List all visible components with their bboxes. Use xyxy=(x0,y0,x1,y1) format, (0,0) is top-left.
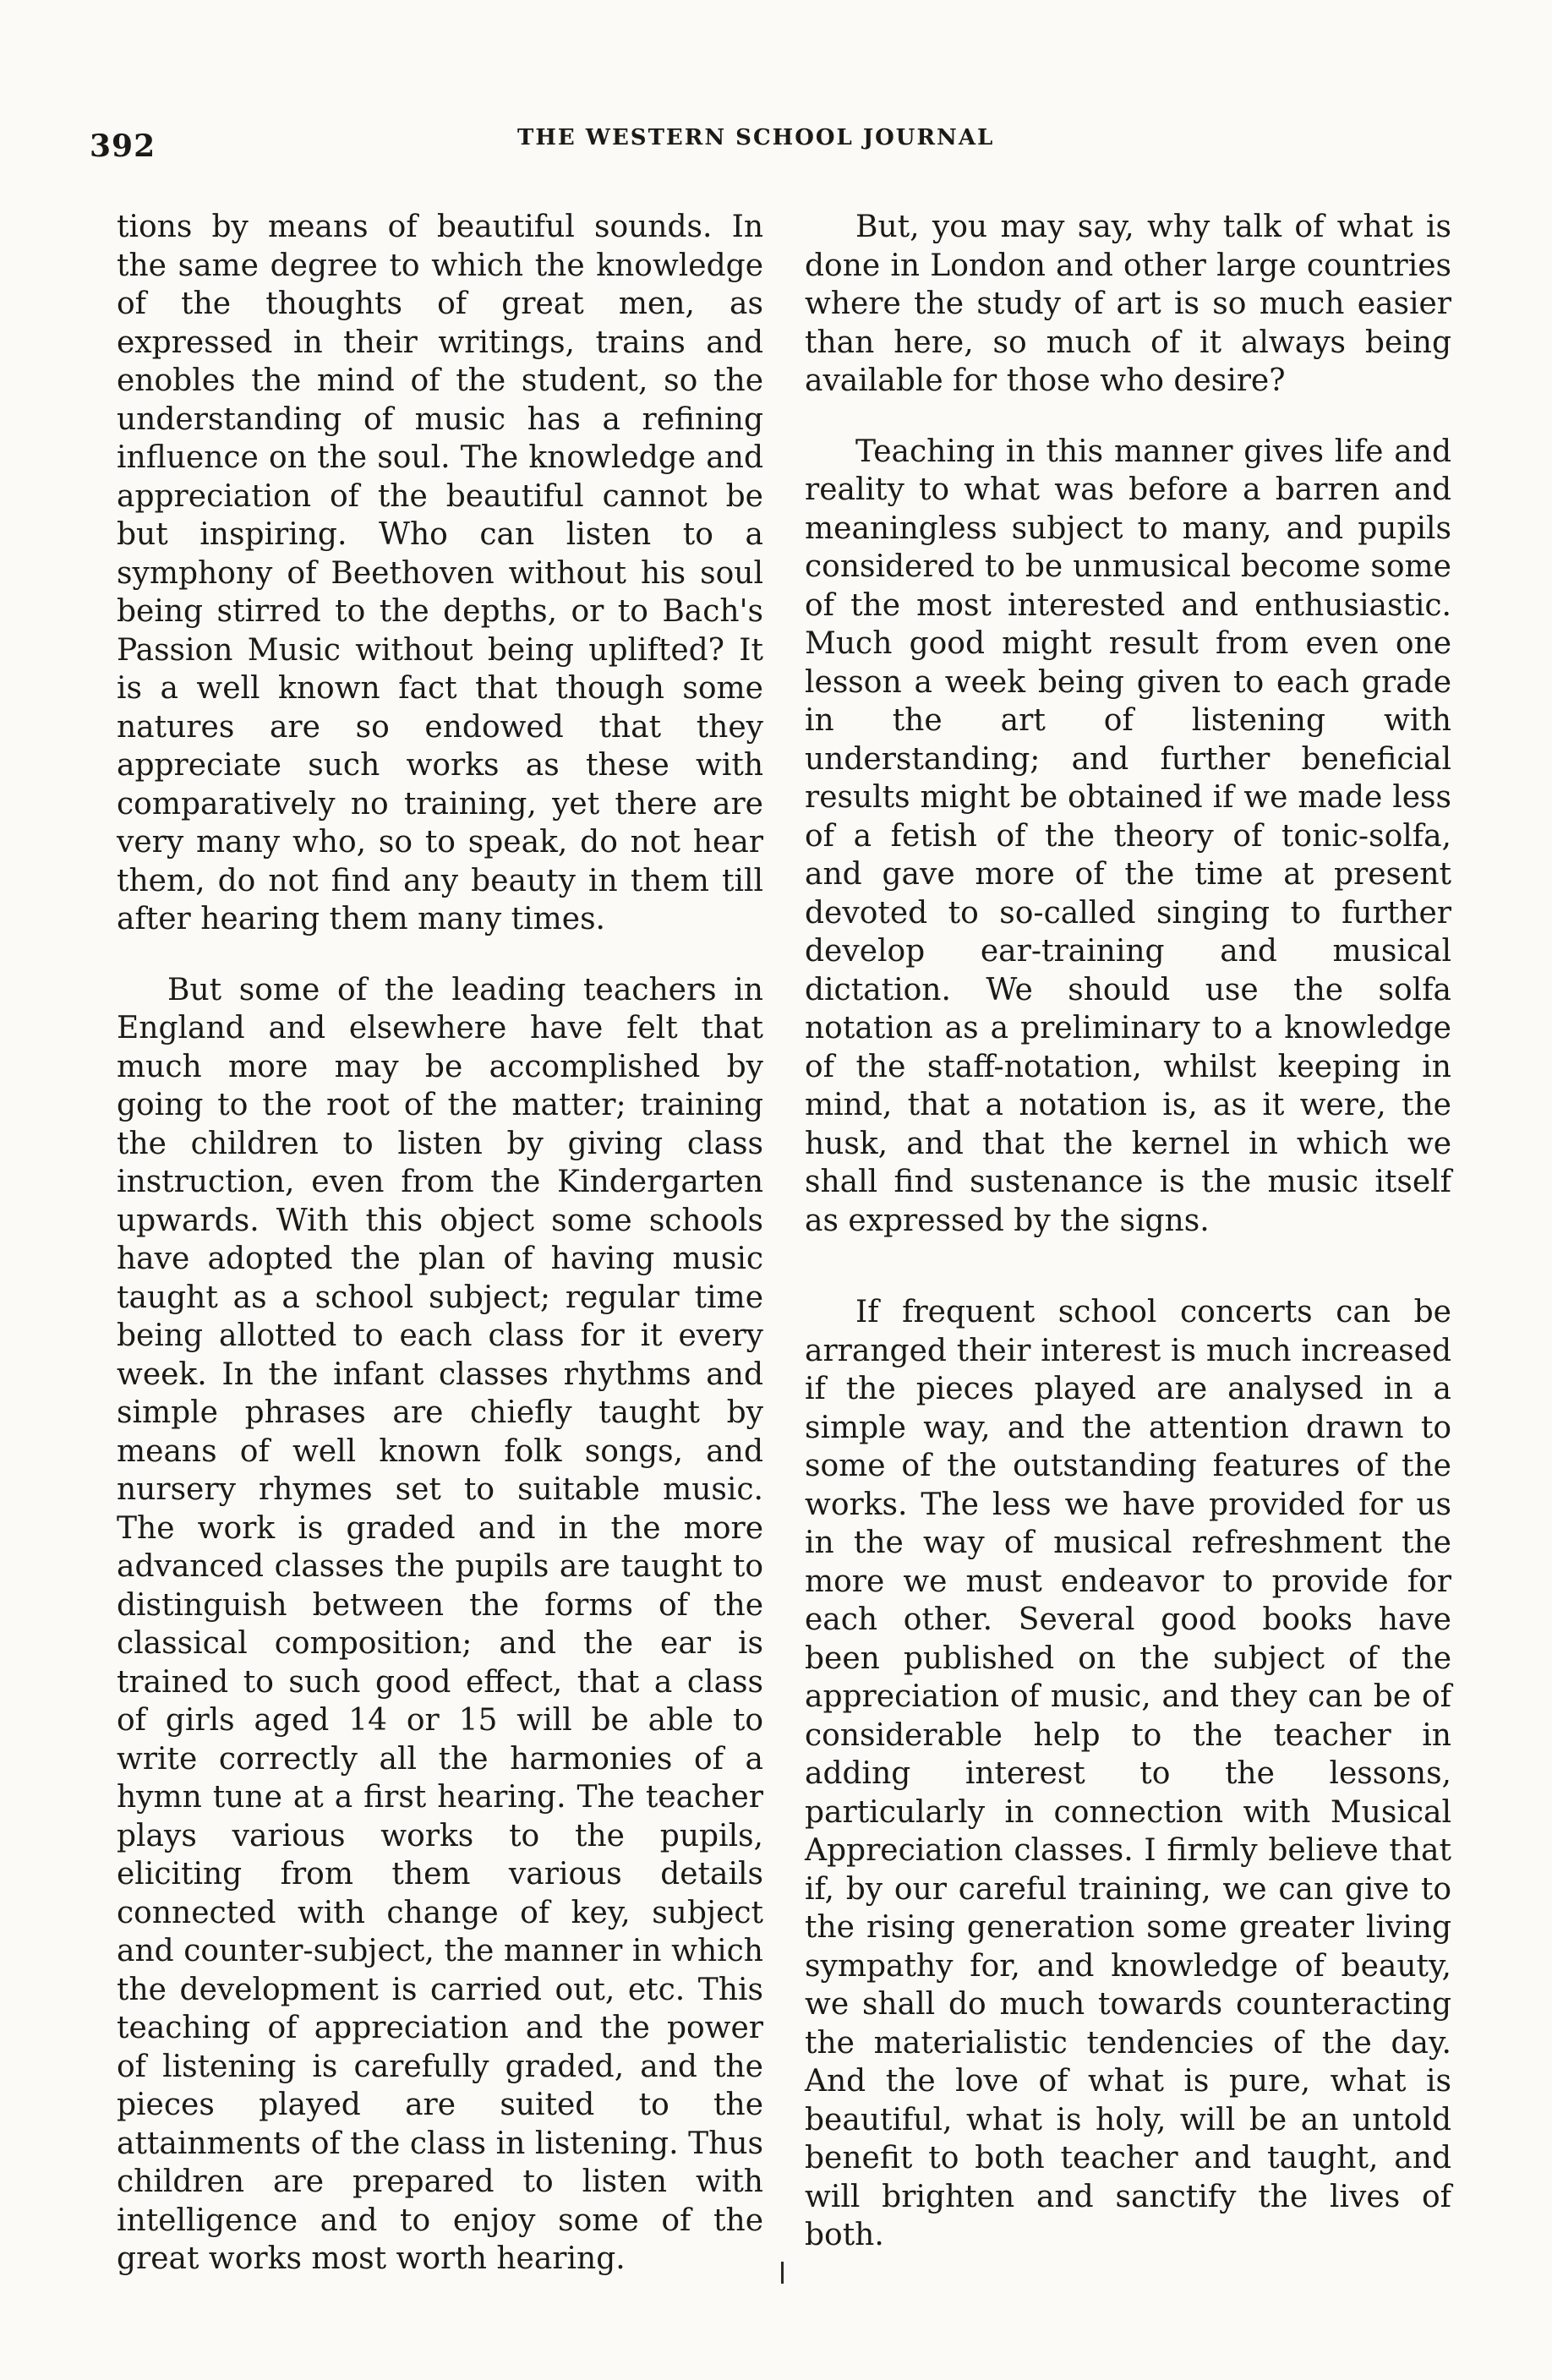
running-head: THE WESTERN SCHOOL JOURNAL xyxy=(517,125,995,150)
paragraph: If frequent school concerts can be arranged their interest is much increased if the pieces played are analysed in a simple way, and the attention drawn to some of the outstanding features of the works. The less we have provided for us in the way of musical refreshment the more we must endeavor to provide for each other. Several good books have been published on the subject of the appreciation of music, and they can be of considerable help to the teacher in adding interest to the lessons, particularly in connection with Musical Appreciation classes. I firmly believe that if, by our careful training, we can give to the rising generation some greater living sympathy for, and knowledge of beauty, we shall do much towards counteracting the materialistic tendencies of the day. And the love of what is pure, what is beautiful, what is holy, will be an untold benefit to both teacher and taught, and will brighten and sanctify the lives of both. xyxy=(805,1295,1451,2252)
left-column xyxy=(117,208,763,2279)
paragraph: tions by means of beautiful sounds. In the same degree to which the knowledge of the thoughts of great men, as expressed in their writings, trains and enobles the mind of the student, so the understanding of music has a refining influence on the soul. The knowledge and appreciation of the beautiful cannot be but inspiring. Who can listen to a symphony of Beethoven without his soul being stirred to the depths, or to Bach's Passion Music without being uplifted? It is a well known fact that though some natures are so endowed that they appreciate such works as these with comparatively no training, yet there are very many who, so to speak, do not hear them, do not find any beauty in them till after hearing them many times. xyxy=(117,210,763,936)
page-number: 392 xyxy=(90,128,156,164)
paragraph: But, you may say, why talk of what is done in London and other large countries where the study of art is so much easier than here, so much of it always being available for those who desire? xyxy=(805,210,1451,398)
paragraph: Teaching in this manner gives life and reality to what was before a barren and meaningless subject to many, and pupils considered to be unmusical become some of the most interested and enthusiastic. Much good might result from even one lesson a week being given to each grade in the art of listening with understanding; and further beneficial results might be obtained if we made less of a fetish of the theory of tonic-solfa, and gave more of the time at present devoted to so-called singing to further develop ear-training and musical dictation. We should use the solfa notation as a preliminary to a knowledge of the staff-notation, whilst keeping in mind, that a notation is, as it were, the husk, and that the kernel in which we shall find sustenance is the music itself as expressed by the signs. xyxy=(805,434,1451,1238)
right-column xyxy=(805,208,1451,2255)
paragraph: But some of the leading teachers in England and elsewhere have felt that much more may be accomplished by going to the root of the matter; training the children to listen by giving class instruction, even from the Kindergarten upwards. With this object some schools have adopted the plan of having music taught as a school subject; regular time being allotted to each class for it every week. In the infant classes rhythms and simple phrases are chiefly taught by means of well known folk songs, and nursery rhymes set to suitable music. The work is graded and in the more advanced classes the pupils are taught to distinguish between the forms of the classical composition; and the ear is trained to such good effect, that a class of girls aged 14 or 15 will be able to write correctly all the harmonies of a hymn tune at a first hearing. The teacher plays various works to the pupils, eliciting from them various details connected with change of key, subject and counter-subject, the manner in which the development is carried out, etc. This teaching of appreciation and the power of listening is carefully graded, and the pieces played are suited to the attainments of the class in listening. Thus children are prepared to listen with intelligence and to enjoy some of the great works most worth hearing. xyxy=(117,972,763,2276)
print-mark xyxy=(781,2262,784,2284)
